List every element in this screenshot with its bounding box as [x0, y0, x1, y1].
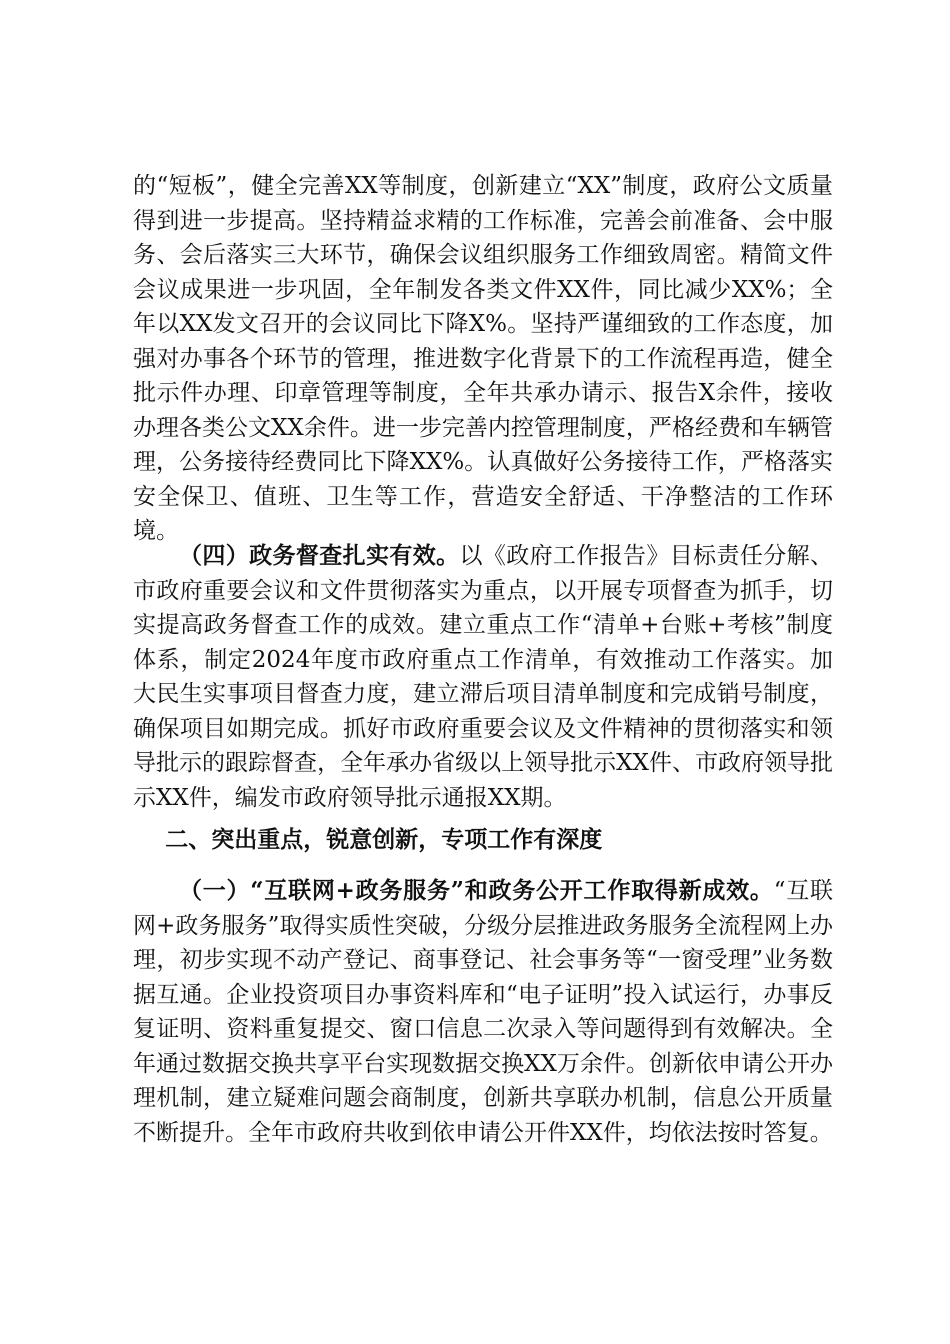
section-four-title: （四）政务督查扎实有效。: [179, 542, 460, 569]
chapter-two-heading: [133, 823, 833, 858]
chapter-two-heading-text: 二、突出重点，锐意创新，专项工作有深度: [165, 826, 603, 853]
section-four-paragraph: [133, 539, 833, 815]
section-one-title: （一）“互联网+政务服务”和政务公开工作取得新成效。: [179, 877, 774, 904]
paragraph-1-text: 的“短板”，健全完善XX等制度，创新建立“XX”制度，政府公文质量得到进一步提高。坚持精益求精的工作标准，完善会前准备、会中服务、会后落实三大环节，确保会议组织服务工作细致周密。精简文件会议成果进一步巩固，全年制发各类文件XX件，同比减少XX%；全年以XX发文召开的会议同比下降X%。坚持严谨细致的工作态度，加强对办事各个环节的管理，推进数字化背景下的工作流程再造，健全批示件办理、印章管理等制度，全年共承办请示、报告X余件，接收办理各类公文XX余件。进一步完善内控管理制度，严格经费和车辆管理，公务接待经费同比下降XX%。认真做好公务接待工作，严格落实安全保卫、值班、卫生等工作，营造安全舒适、干净整洁的工作环境。: [133, 173, 833, 544]
section-four-body: 以《政府工作报告》目标责任分解、市政府重要会议和文件贯彻落实为重点，以开展专项督查为抓手，切实提高政务督查工作的成效。建立重点工作“清单+台账+考核”制度体系，制定2024年度市政府重点工作清单，有效推动工作落实。加大民生实事项目督查力度，建立滞后项目清单制度和完成销号制度，确保项目如期完成。抓好市政府重要会议及文件精神的贯彻落实和领导批示的跟踪督查，全年承办省级以上领导批示XX件、市政府领导批示XX件，编发市政府领导批示通报XX期。: [133, 543, 834, 811]
section-one-body: “互联网+政务服务”取得实质性突破，分级分层推进政务服务全流程网上办理，初步实现不动产登记、商事登记、社会事务等“一窗受理”业务数据互通。企业投资项目办事资料库和“电子证明”投入试运行，办事反复证明、资料重复提交、窗口信息二次录入等问题得到有效解决。全年通过数据交换共享平台实现数据交换XX万余件。创新依申请公开办理机制，建立疑难问题会商制度，创新共享联办机制，信息公开质量不断提升。全年市政府共收到依申请公开件XX件，均依法按时答复。: [133, 878, 833, 1146]
section-one-paragraph: [133, 874, 833, 1150]
paragraph-continued: [133, 169, 833, 549]
